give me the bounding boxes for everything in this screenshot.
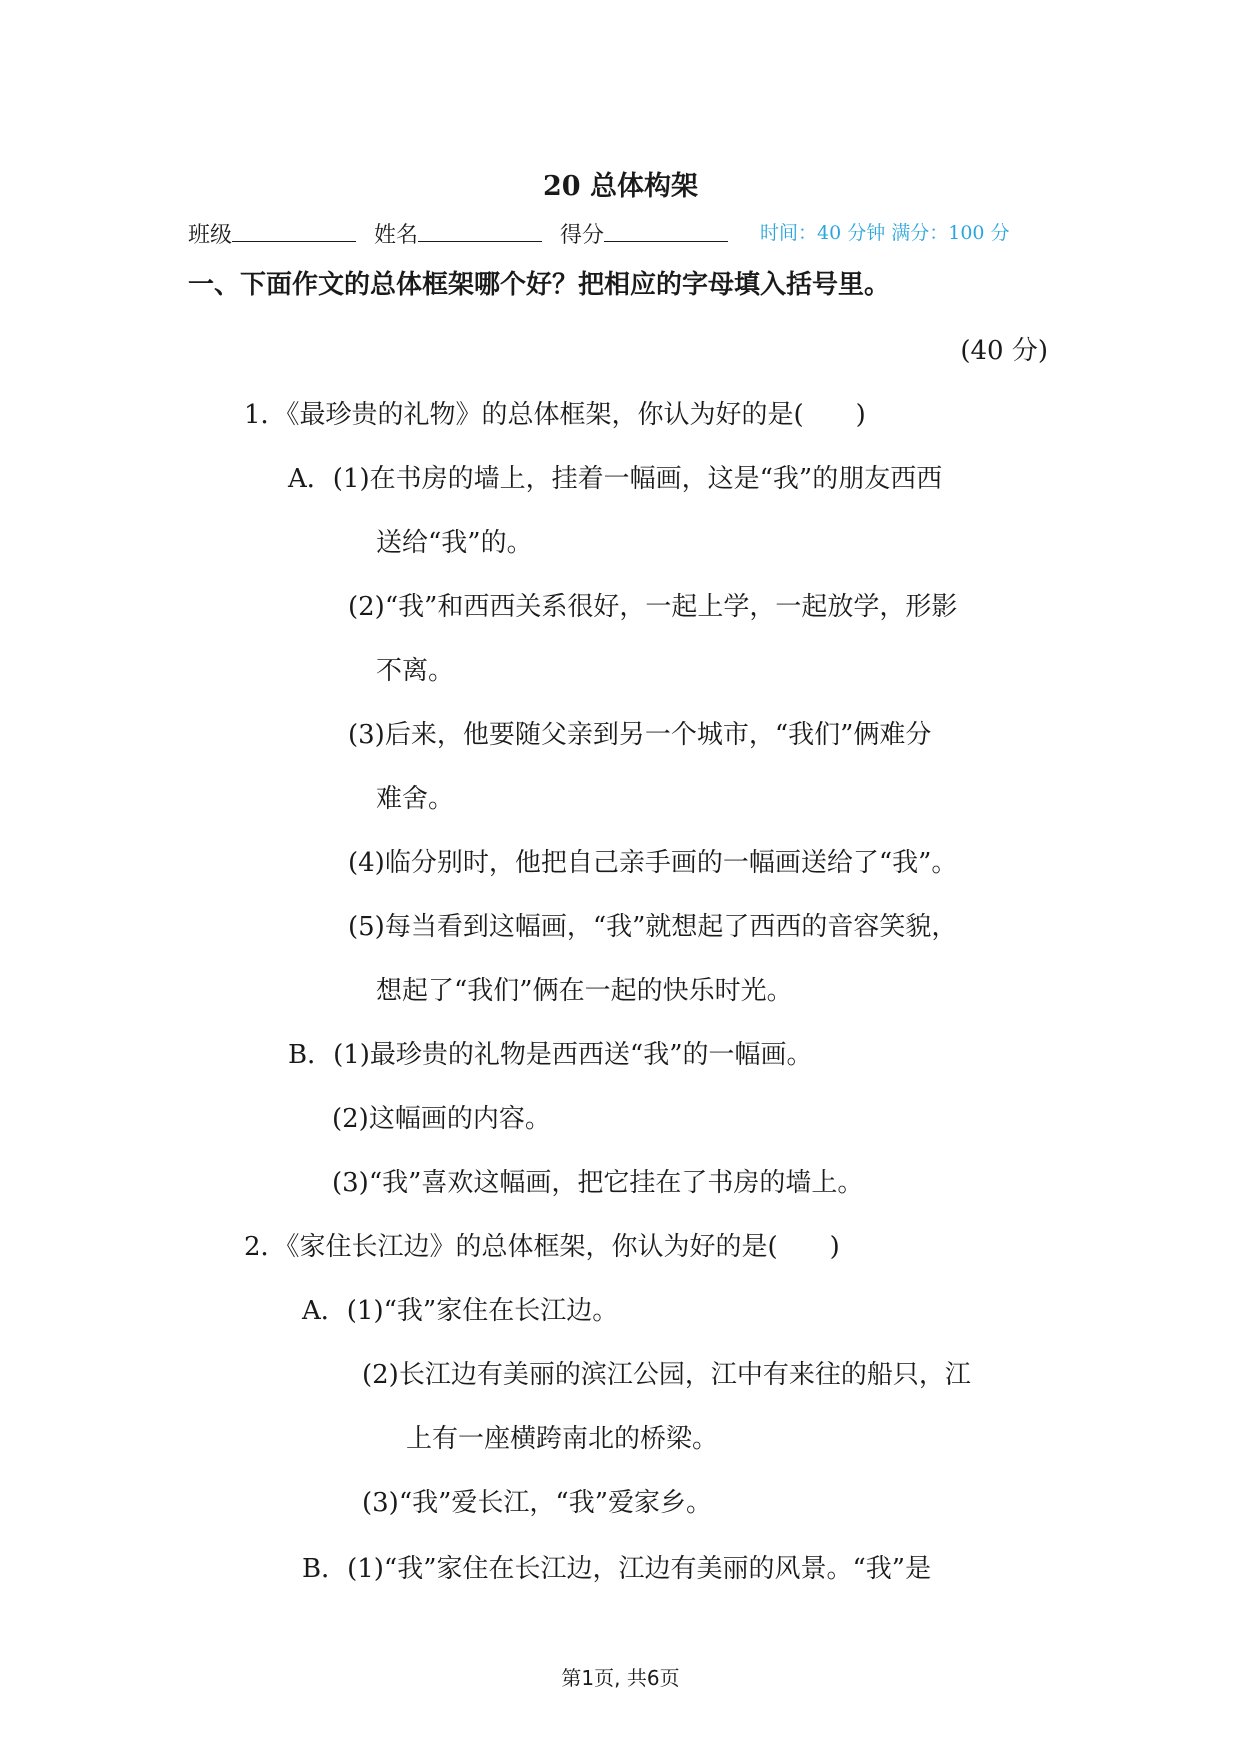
- option-line: (4)临分别时，他把自己亲手画的一幅画送给了“我”。: [348, 848, 958, 878]
- option-line: (3)“我”爱长江，“我”爱家乡。: [362, 1488, 712, 1518]
- option-line: 上有一座横跨南北的桥梁。: [406, 1424, 719, 1454]
- question-2: 2．《家住长江边》的总体框架，你认为好的是( ): [244, 1232, 840, 1262]
- option-line: A．(1)在书房的墙上，挂着一幅画，这是“我”的朋友西西: [288, 464, 943, 494]
- question-1: 1．《最珍贵的礼物》的总体框架，你认为好的是( ): [244, 400, 866, 430]
- option-line: (5)每当看到这幅画，“我”就想起了西西的音容笑貌，: [348, 912, 958, 942]
- option-line: B．(1)最珍贵的礼物是西西送“我”的一幅画。: [288, 1040, 813, 1070]
- class-blank: [232, 221, 356, 242]
- option-line: 不离。: [376, 656, 455, 686]
- score-label: 得分: [560, 223, 605, 248]
- section-heading: 一、下面作文的总体框架哪个好？把相应的字母填入括号里。: [188, 270, 891, 300]
- name-blank: [418, 221, 542, 242]
- option-line: 难舍。: [376, 784, 455, 814]
- option-line: (2)“我”和西西关系很好，一起上学，一起放学，形影: [348, 592, 958, 622]
- page-footer: 第1页, 共6页: [561, 1666, 680, 1690]
- option-line: 想起了“我们”俩在一起的快乐时光。: [376, 976, 793, 1006]
- section-score: (40 分): [960, 336, 1048, 366]
- class-label: 班级: [188, 223, 233, 248]
- exam-meta: 时间：40 分钟 满分：100 分: [760, 222, 1010, 244]
- option-line: 送给“我”的。: [376, 528, 533, 558]
- score-blank: [604, 221, 728, 242]
- page-title: 20 总体构架: [543, 171, 698, 202]
- option-line: B．(1)“我”家住在长江边，江边有美丽的风景。“我”是: [302, 1554, 932, 1584]
- option-line: (2)长江边有美丽的滨江公园，江中有来往的船只，江: [362, 1360, 971, 1390]
- score-field: [560, 218, 728, 249]
- option-line: A．(1)“我”家住在长江边。: [302, 1296, 619, 1326]
- option-line: (3)后来，他要随父亲到另一个城市，“我们”俩难分: [348, 720, 932, 750]
- name-field: [374, 218, 542, 249]
- name-label: 姓名: [374, 223, 419, 248]
- class-field: [188, 218, 356, 249]
- option-line: (2)这幅画的内容。: [332, 1104, 551, 1134]
- option-line: (3)“我”喜欢这幅画，把它挂在了书房的墙上。: [332, 1168, 864, 1198]
